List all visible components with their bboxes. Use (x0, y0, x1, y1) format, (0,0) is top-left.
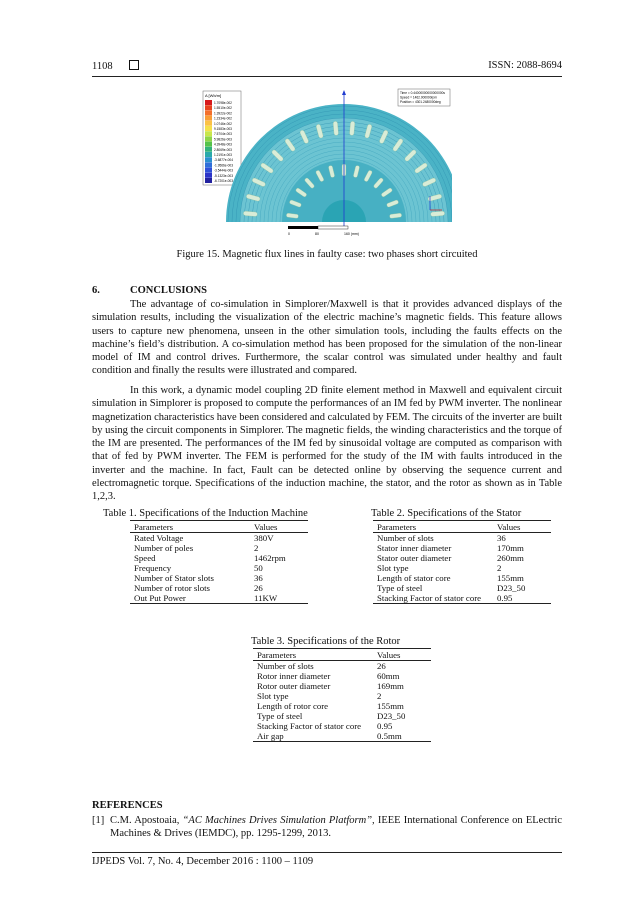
scale-label-160: 160 (mm) (344, 232, 359, 236)
legend-swatch (205, 173, 212, 178)
param-cell: Frequency (134, 563, 172, 573)
legend-swatch (205, 110, 212, 115)
col-parameters: Parameters (253, 649, 373, 661)
table-row (373, 553, 551, 563)
table-row (253, 661, 431, 672)
value-cell: 155mm (497, 573, 524, 583)
footer-journal: IJPEDS Vol. 7, No. 4, December 2016 : 1100 – 1109 (92, 856, 314, 867)
table-row (373, 563, 551, 573)
value-cell: 0.95 (493, 593, 551, 604)
reference-number: [1] (92, 815, 105, 826)
param-cell: Stator outer diameter (377, 553, 452, 563)
value-cell: 2 (497, 563, 502, 573)
legend-box (203, 91, 241, 185)
legend-value: 1.7098e-002 (214, 101, 232, 105)
legend-value: -5.1323e-003 (214, 173, 233, 178)
value-cell: 60mm (377, 671, 400, 681)
value-cell: 260mm (497, 553, 524, 563)
value-cell: 36 (497, 533, 506, 543)
table2-caption: Table 2. Specifications of the Stator (371, 508, 522, 519)
param-cell: Length of stator core (377, 573, 451, 583)
table-row (373, 533, 551, 544)
col-parameters: Parameters (373, 521, 493, 533)
table-row (130, 553, 308, 563)
value-cell: D23_50 (497, 583, 526, 593)
table-row (130, 583, 308, 593)
section-title: CONCLUSIONS (130, 285, 208, 296)
table3-caption: Table 3. Specifications of the Rotor (251, 636, 401, 647)
legend-value: -1.9566e-003 (214, 163, 233, 168)
section-number: 6. (92, 285, 100, 296)
param-cell: Number of slots (257, 661, 314, 671)
value-cell: 0.95 (377, 721, 393, 731)
legend-value: 1.2334e-002 (214, 116, 232, 121)
table-row (253, 711, 431, 721)
legend-title: A [Wb/m] (205, 93, 222, 98)
legend-value: 1.3922e-002 (214, 111, 232, 116)
value-cell: 11KW (250, 593, 308, 604)
table-row (253, 721, 431, 731)
param-cell: Rated Voltage (134, 533, 184, 543)
info-time: Time = 0.44000000000000000s (400, 91, 445, 95)
param-cell: Speed (134, 553, 156, 563)
param-cell: Type of steel (257, 711, 303, 721)
square-icon (129, 60, 139, 70)
paragraph-2: In this work, a dynamic model coupling 2D finite element method in Maxwell and equivalent circuit simulation in Simplorer is proposed to compute the performances of an IM fed by PWM inverter. The nonlinear magnetization characteristics have been considered and calculated by FEM. The circuits of the inverter are built by using the circuit components in Simplorer. The magnetic fields, the winding characteristics and the torque of the IM are presented. The performances of the IM fed by sinusoidal voltage are computed as comparison with that of fed by PWM inverter. The FEM is performed for the study of the IM with faults introduced in the inverter and the machine. In fact, Fault can be detected online by observing the sequence current and electromagnetic torque. Specifications of the induction machine, the stator, and the rotor as shown as in Table 1,2,3. (92, 385, 562, 503)
issn: ISSN: 2088-8694 (488, 60, 562, 71)
param-cell: Number of poles (134, 543, 194, 553)
table-row (130, 563, 308, 573)
legend-swatch (205, 142, 212, 147)
col-parameters: Parameters (130, 521, 250, 533)
legend-swatch (205, 131, 212, 136)
param-cell: Stacking Factor of stator core (373, 593, 493, 604)
param-cell: Type of steel (377, 583, 423, 593)
footer-rule (92, 852, 562, 853)
param-cell: Slot type (257, 691, 289, 701)
reference-title: “AC Machines Drives Simulation Platform”, (182, 815, 375, 826)
legend-value: 1.5510e-002 (214, 106, 232, 111)
legend-swatch (205, 136, 212, 141)
legend-swatch (205, 100, 212, 105)
legend-swatch (205, 116, 212, 121)
legend-value: 1.2191e-003 (214, 153, 232, 157)
param-cell: Out Put Power (130, 593, 250, 604)
legend-value: 7.5704e-003 (214, 132, 232, 137)
value-cell: 170mm (497, 543, 524, 553)
table-row (253, 701, 431, 711)
legend-value: -3.6877e-004 (214, 158, 233, 163)
legend-swatch (205, 147, 212, 152)
page-header (92, 60, 562, 76)
table1-caption: Table 1. Specifications of the Induction Machine (103, 508, 308, 519)
legend-swatch (205, 152, 212, 157)
legend-value: 9.1583e-003 (214, 127, 232, 131)
paragraph-1: The advantage of co-simulation in Simplorer/Maxwell is that it provides advanced displays of the simulation results, including the visualization of the electric machine’s magnetic fields. This feature allows users to capture new phenomena, unseen in the other simulation tools, including the faults effects on the machine’s field’s distribution. A co-simulation method has been proposed for the simulation of the non-linear model of IM and control drives. Furthermore, the scalar control was simulated under healthy and fault condition and finally the results were illustrated and compared. (92, 299, 562, 377)
value-cell: 26 (377, 661, 386, 671)
legend-value: -3.5444e-003 (214, 168, 233, 173)
scale-label-80: 80 (315, 232, 319, 236)
info-speed: Speed = 1462.000000rpm (400, 95, 437, 100)
col-values: Values (373, 649, 431, 661)
col-values: Values (493, 521, 551, 533)
table-row (253, 691, 431, 701)
info-position: Position = 4301.2480000deg (400, 100, 441, 104)
param-cell: Number of slots (377, 533, 434, 543)
param-cell: Rotor inner diameter (257, 671, 331, 681)
table-rotor (253, 648, 431, 742)
param-cell: Air gap (253, 731, 373, 742)
value-cell: 380V (254, 533, 274, 543)
legend-value: 4.3948e-003 (214, 142, 232, 147)
param-cell: Stacking Factor of stator core (257, 721, 362, 731)
table-row (253, 681, 431, 691)
value-cell: 26 (254, 583, 263, 593)
param-cell: Length of rotor core (257, 701, 329, 711)
table-row (130, 593, 308, 604)
legend-swatch (205, 178, 212, 183)
references-heading: REFERENCES (92, 800, 163, 811)
value-cell: 36 (254, 573, 263, 583)
table-stator (373, 520, 551, 604)
page-number: 1108 (92, 61, 113, 72)
legend-swatch (205, 157, 212, 162)
info-box (398, 89, 450, 106)
table-induction-machine (130, 520, 308, 604)
header-rule (92, 76, 562, 77)
reference-authors: C.M. Apostoaia, (110, 815, 183, 826)
flux-lines-figure (202, 86, 452, 238)
legend-swatch (205, 105, 212, 110)
table-row (130, 533, 308, 544)
figure-caption: Figure 15. Magnetic flux lines in faulty case: two phases short circuited (176, 249, 478, 260)
legend-swatch (205, 162, 212, 167)
param-cell: Stator inner diameter (377, 543, 452, 553)
col-values: Values (250, 521, 308, 533)
table-row (130, 543, 308, 553)
value-cell: 2 (254, 543, 259, 553)
scale-label-0: 0 (288, 232, 290, 236)
legend-swatch (205, 121, 212, 126)
table-row (253, 731, 431, 742)
value-cell: 169mm (377, 681, 404, 691)
table-row (253, 671, 431, 681)
legend-swatch (205, 126, 212, 131)
legend-swatch (205, 168, 212, 173)
value-cell: 155mm (377, 701, 404, 711)
table-row (373, 573, 551, 583)
param-cell: Number of rotor slots (134, 583, 210, 593)
value-cell: 1462rpm (254, 553, 286, 563)
legend-value: 1.0746e-002 (214, 121, 232, 126)
table-row (373, 583, 551, 593)
param-cell: Rotor outer diameter (257, 681, 331, 691)
reference-item (92, 814, 562, 841)
table-row (373, 543, 551, 553)
table-row (130, 573, 308, 583)
section-heading (92, 285, 207, 296)
table-row (373, 593, 551, 604)
legend-value: 5.9826e-003 (214, 137, 232, 142)
legend-value: -6.7201e-003 (214, 179, 233, 183)
value-cell: D23_50 (377, 711, 406, 721)
value-cell: 50 (254, 563, 263, 573)
legend-value: 2.8069e-003 (214, 147, 232, 152)
reference-details: IEEE International Conference on ELectric Machines & Drives (IEMDC), pp. 1295-1299, 2013. (110, 815, 562, 840)
param-cell: Slot type (377, 563, 409, 573)
param-cell: Number of Stator slots (134, 573, 214, 583)
value-cell: 0.5mm (373, 731, 431, 742)
value-cell: 2 (377, 691, 382, 701)
